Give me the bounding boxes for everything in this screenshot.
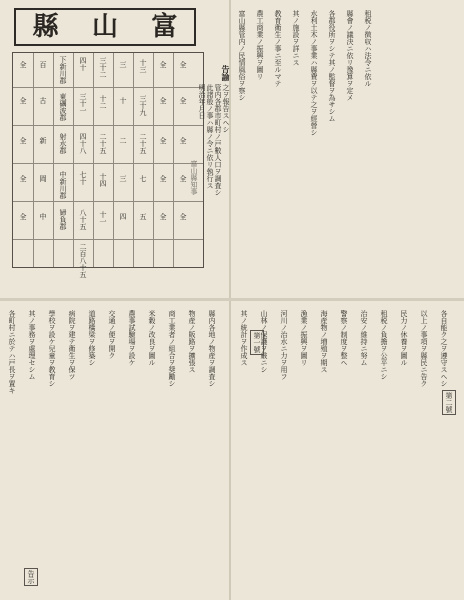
table-cell: 七 bbox=[139, 175, 147, 182]
table-cell: 三 bbox=[119, 61, 127, 68]
table-cell: 全 bbox=[19, 175, 27, 182]
upper-text-line: 租税ノ徴収ハ法令ニ依ル bbox=[364, 10, 372, 87]
table-cell: 中 bbox=[39, 213, 47, 220]
lower-text-line: 物産ノ販路ヲ擴張ス bbox=[188, 310, 196, 373]
table-column-line bbox=[53, 53, 54, 267]
lower-text-line: 山林ノ保護ヲ厳ニシ bbox=[260, 310, 268, 373]
table-cell: 全 bbox=[19, 213, 27, 220]
table-cell: 二百八十五 bbox=[79, 243, 87, 278]
table-cell: 古 bbox=[39, 97, 47, 104]
lower-text-line: 各自能ク之ヲ遵守スヘシ bbox=[440, 310, 448, 387]
table-cell: 射水郡 bbox=[59, 133, 67, 154]
lower-text-line: 河川ノ治水ニ力ヲ用フ bbox=[280, 310, 288, 380]
table-column-line bbox=[33, 53, 34, 267]
title-char: 山 bbox=[91, 12, 118, 42]
lower-text-line: 治安ノ維持ニ努ム bbox=[360, 310, 368, 366]
lower-text-line: 學校ヲ設ケ兒童ヲ教育シ bbox=[48, 310, 56, 387]
table-column-line bbox=[73, 53, 74, 267]
lower-text-line: 以上ノ事項ヲ縣民ニ告ク bbox=[420, 310, 428, 387]
table-cell: 全 bbox=[19, 137, 27, 144]
table-cell: 全 bbox=[159, 137, 167, 144]
lower-text-line: 交通ノ便ヲ開ク bbox=[108, 310, 116, 359]
table-cell: 三 bbox=[119, 175, 127, 182]
table-column-line bbox=[173, 53, 174, 267]
lower-text-line: 病院ヲ建テ衛生ヲ保ツ bbox=[68, 310, 76, 380]
upper-text-line: 農工商業ノ振興ヲ圖リ bbox=[256, 10, 264, 80]
table-row-line bbox=[13, 201, 203, 202]
table-column-line bbox=[153, 53, 154, 267]
table-cell: 百 bbox=[39, 61, 47, 68]
table-cell: 七十 bbox=[79, 171, 87, 185]
table-cell: 全 bbox=[159, 213, 167, 220]
upper-text-line: 其ノ施設ヲ詳ニス bbox=[292, 10, 300, 66]
upper-text-line: 水利土木ノ事業ハ縣費ヲ以テ之ヲ經營シ bbox=[310, 10, 318, 136]
table-cell: 四 bbox=[119, 213, 127, 220]
lower-text-line: 商工業者ノ組合ヲ奨勵シ bbox=[168, 310, 176, 387]
upper-text-line: 縣會ノ議決ニ依リ豫算ヲ定メ bbox=[346, 10, 354, 101]
table-cell: 五 bbox=[139, 213, 147, 220]
table-cell: 新 bbox=[39, 137, 47, 144]
page-mark: 第一號 bbox=[250, 330, 264, 355]
lower-text-line: 租税ノ負擔ヲ公平ニシ bbox=[380, 310, 388, 380]
table-column-line bbox=[133, 53, 134, 267]
upper-text-line: 教育衛生ノ事ニ至ルマテ bbox=[274, 10, 282, 87]
table-cell: 全 bbox=[159, 61, 167, 68]
notice-line: 此諸般ノ事ハ縣ノ令ニ依リ執行ス bbox=[206, 84, 214, 189]
table-cell: 三十九 bbox=[139, 95, 147, 116]
notice-line: 之ヲ報告スヘシ bbox=[222, 84, 230, 133]
lower-text-line: 警察ノ制度ヲ整ヘ bbox=[340, 310, 348, 366]
table-cell: 全 bbox=[19, 61, 27, 68]
table-cell: 十 bbox=[119, 97, 127, 104]
lower-text-line: 其ノ統計ヲ作成ス bbox=[240, 310, 248, 366]
page-mark: 告示 bbox=[24, 568, 38, 586]
lower-text-line: 縣内各地ノ物産ヲ調査シ bbox=[208, 310, 216, 387]
notice-heading: 告諭 bbox=[221, 65, 231, 81]
notice-footer: 富山縣知事 bbox=[190, 160, 198, 195]
table-column-line bbox=[93, 53, 94, 267]
statistics-table bbox=[12, 52, 204, 278]
title-char: 縣 bbox=[32, 12, 59, 42]
table-cell: 二十五 bbox=[99, 133, 107, 154]
lower-text-line: 其ノ事務ヲ處理セシム bbox=[28, 310, 36, 380]
table-row-line bbox=[13, 163, 203, 164]
table-cell: 十三 bbox=[139, 59, 147, 73]
table-cell: 二 bbox=[119, 137, 127, 144]
fold-line-horizontal bbox=[0, 298, 464, 301]
lower-text-line: 漁業ノ振興ヲ圖リ bbox=[300, 310, 308, 366]
table-cell: 全 bbox=[179, 137, 187, 144]
table-cell: 中新川郡 bbox=[59, 171, 67, 199]
table-cell: 全 bbox=[179, 61, 187, 68]
lower-text-line: 各町村ニ於テハ戸長ヲ置キ bbox=[8, 310, 16, 394]
table-column-line bbox=[113, 53, 114, 267]
lower-text-line: 農事試驗場ヲ設ケ bbox=[128, 310, 136, 366]
notice-line: 管内各郡市町村ノ戸數人口ヲ調査シ bbox=[214, 84, 222, 196]
table-cell: 四十八 bbox=[79, 133, 87, 154]
table-cell: 全 bbox=[159, 175, 167, 182]
table-cell: 全 bbox=[179, 213, 187, 220]
table-cell: 岡 bbox=[39, 175, 47, 182]
table-row-line bbox=[13, 87, 203, 88]
table-cell: 八十五 bbox=[79, 209, 87, 230]
lower-text-line: 民力ノ休養ヲ圖ル bbox=[400, 310, 408, 366]
lower-text-line: 米穀ノ改良ヲ圖ル bbox=[148, 310, 156, 366]
lower-text-line: 道路橋梁ヲ修築シ bbox=[88, 310, 96, 366]
table-cell: 東礪波郡 bbox=[59, 93, 67, 121]
table-cell: 三十二 bbox=[99, 57, 107, 78]
table-cell: 十四 bbox=[99, 173, 107, 187]
table-cell: 全 bbox=[179, 175, 187, 182]
table-cell: 十一 bbox=[99, 211, 107, 225]
notice-line: 明治年月日 bbox=[198, 84, 206, 119]
table-row-line bbox=[13, 125, 203, 126]
table-cell: 二十五 bbox=[139, 133, 147, 154]
table-cell: 十二 bbox=[99, 95, 107, 109]
upper-text-line: 富山縣管内ノ民情風俗ヲ察シ bbox=[238, 10, 246, 101]
upper-text-line: 各郡役所ヲシテ其ノ監督ヲ為サシム bbox=[328, 10, 336, 122]
lower-text-line: 海産物ノ増殖ヲ期ス bbox=[320, 310, 328, 373]
prefecture-title-box bbox=[14, 8, 196, 46]
table-row-line bbox=[13, 239, 203, 240]
table-cell: 四十 bbox=[79, 57, 87, 71]
table-cell: 全 bbox=[19, 97, 27, 104]
table-cell: 全 bbox=[179, 97, 187, 104]
page-mark: 第二號 bbox=[442, 390, 456, 415]
table-cell: 下新川郡 bbox=[59, 56, 67, 84]
table-cell: 三十一 bbox=[79, 93, 87, 114]
table-cell: 全 bbox=[159, 97, 167, 104]
table-cell: 婦負郡 bbox=[59, 209, 67, 230]
title-char: 富 bbox=[151, 12, 178, 42]
